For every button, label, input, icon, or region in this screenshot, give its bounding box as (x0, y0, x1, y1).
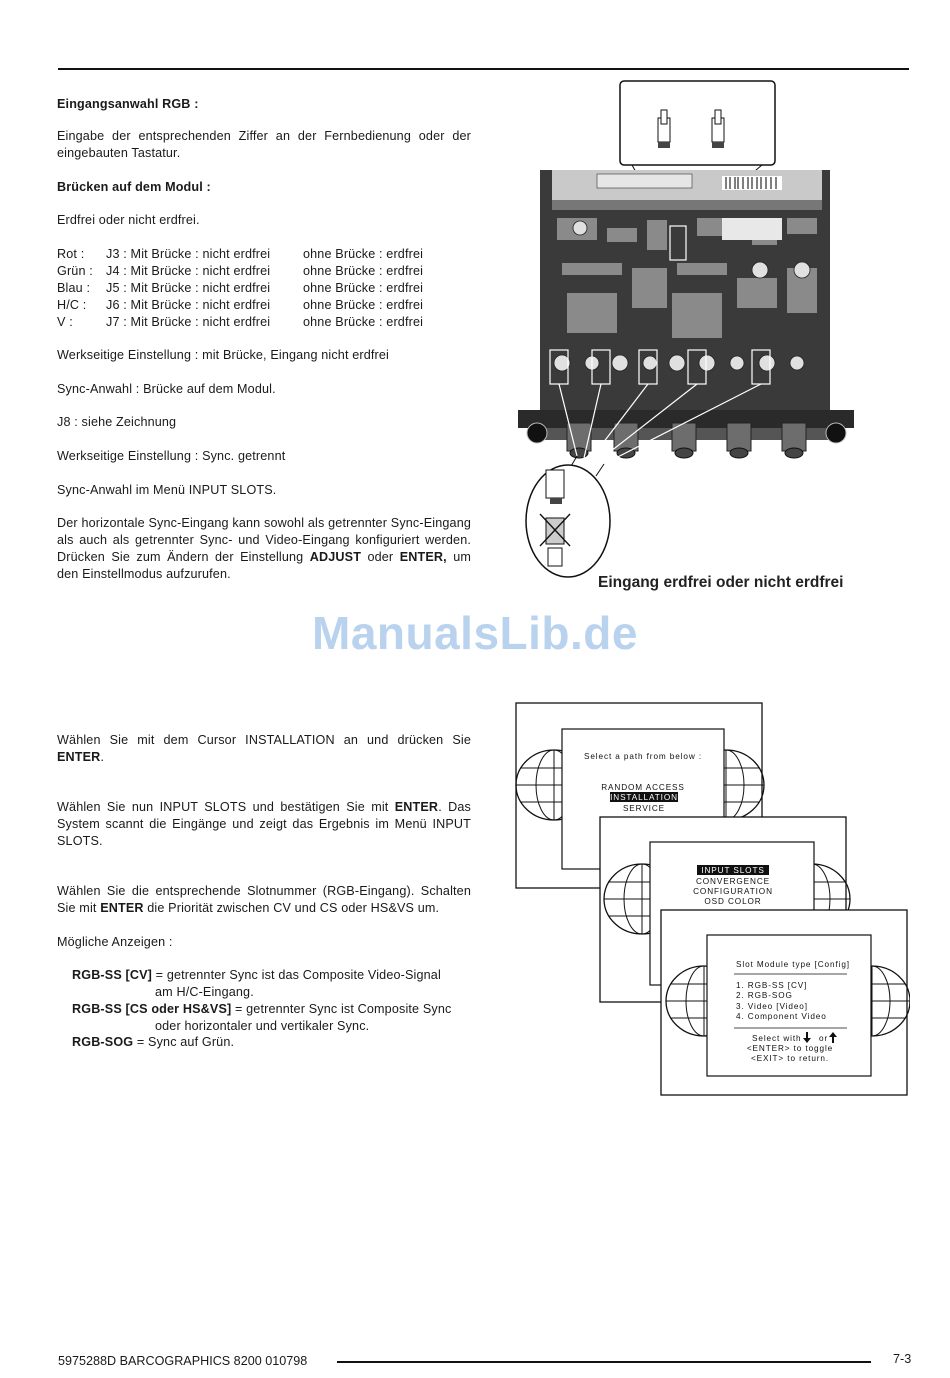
osd-main-title: Select a path from below : (583, 752, 703, 761)
osd-install-item: OSD COLOR (704, 897, 762, 906)
osd-slot-item: 3. Video [Video] (736, 1002, 808, 1011)
sync-select: Sync-Anwahl : Brücke auf dem Modul. (57, 382, 276, 396)
jumper-table (57, 246, 477, 331)
sync-menu-note: Sync-Anwahl im Menü INPUT SLOTS. (57, 483, 277, 497)
para-floating: Erdfrei oder nicht erdfrei. (57, 213, 200, 227)
module-board-figure (512, 78, 860, 580)
jumper-row: Blau : J5 : Mit Brücke : nicht erdfrei ohne Brücke : erdfrei (57, 281, 424, 295)
osd-install-item: CONFIGURATION (693, 887, 773, 896)
osd-main-item: SERVICE (622, 804, 666, 813)
osd-main-item-selected: INSTALLATION (610, 793, 678, 802)
osd-footer-return: <EXIT> to return. (750, 1054, 830, 1063)
footer-rule (337, 1361, 871, 1363)
osd-install-item: CONVERGENCE (695, 877, 771, 886)
jumper-row: Grün : J4 : Mit Brücke : nicht erdfrei ohne Brücke : erdfrei (57, 264, 424, 278)
factory-setting-1: Werkseitige Einstellung : mit Brücke, Eingang nicht erdfrei (57, 348, 390, 362)
osd-menu-figure (514, 701, 910, 1099)
page-number: 7-3 (893, 1352, 912, 1366)
j8-note: J8 : siehe Zeichnung (57, 415, 177, 429)
footer-doc-id: 5975288D BARCOGRAPHICS 8200 010798 (58, 1354, 308, 1368)
osd-slot-item: 2. RGB-SOG (736, 991, 793, 1000)
osd-main-item: RANDOM ACCESS (601, 783, 685, 792)
osd-slots-title: Slot Module type [Config] (736, 960, 850, 969)
jumper-row: V : J7 : Mit Brücke : nicht erdfrei ohne Brücke : erdfrei (57, 315, 424, 329)
para-select-installation: Wählen Sie mit dem Cursor INSTALLATION an und drücken Sie ENTER. (57, 733, 471, 764)
possible-displays-label: Mögliche Anzeigen : (57, 935, 173, 949)
osd-footer-select: Select with (752, 1034, 802, 1043)
para-sync-config: Der horizontale Sync-Eingang kann sowohl als getrennter Sync-Eingang als auch als getrennter Sync- und Video-Eingang konfiguriert werden. Drücken Sie zum Ändern der Einstellung ADJUST oder ENTER, um den Einstellmodus aufzurufen. (57, 516, 471, 581)
osd-install-item-selected: INPUT SLOTS (701, 866, 765, 875)
top-rule (58, 68, 909, 70)
jumper-row: H/C : J6 : Mit Brücke : nicht erdfrei ohne Brücke : erdfrei (57, 298, 424, 312)
display-item: RGB-SS [CV] = getrennter Sync ist das Composite Video-Signal am H/C-Eingang. (72, 968, 441, 999)
display-item: RGB-SOG = Sync auf Grün. (72, 1035, 235, 1049)
osd-footer-or: or (819, 1034, 829, 1043)
osd-slot-item: 4. Component Video (736, 1012, 827, 1021)
heading-input-select: Eingangsanwahl RGB : (57, 97, 199, 111)
para-select-input-slots: Wählen Sie nun INPUT SLOTS und bestätigen Sie mit ENTER. Das System scannt die Eingänge und zeigt das Ergebnis im Menü INPUT SLOTS. (57, 800, 471, 848)
figure-caption: Eingang erdfrei oder nicht erdfrei (598, 574, 844, 591)
jumper-row: Rot : J3 : Mit Brücke : nicht erdfrei ohne Brücke : erdfrei (57, 247, 424, 261)
para-input-select: Eingabe der entsprechenden Ziffer an der Fernbedienung oder der eingebauten Tastatur. (57, 129, 471, 160)
heading-jumpers: Brücken auf dem Modul : (57, 180, 211, 194)
factory-setting-2: Werkseitige Einstellung : Sync. getrennt (57, 449, 286, 463)
osd-slot-item: 1. RGB-SS [CV] (736, 981, 808, 990)
osd-footer-toggle: <ENTER> to toggle (746, 1044, 834, 1053)
osd-screen-input-slots (661, 910, 910, 1095)
watermark-logo: ManualsLib.de (312, 607, 638, 659)
para-select-slot: Wählen Sie die entsprechende Slotnummer (RGB-Eingang). Schalten Sie mit ENTER die Priorität zwischen CV und CS oder HS&VS um. (57, 884, 471, 915)
display-item: RGB-SS [CS oder HS&VS] = getrennter Sync ist Composite Sync oder horizontaler und vertikaler Sync. (72, 1002, 452, 1033)
